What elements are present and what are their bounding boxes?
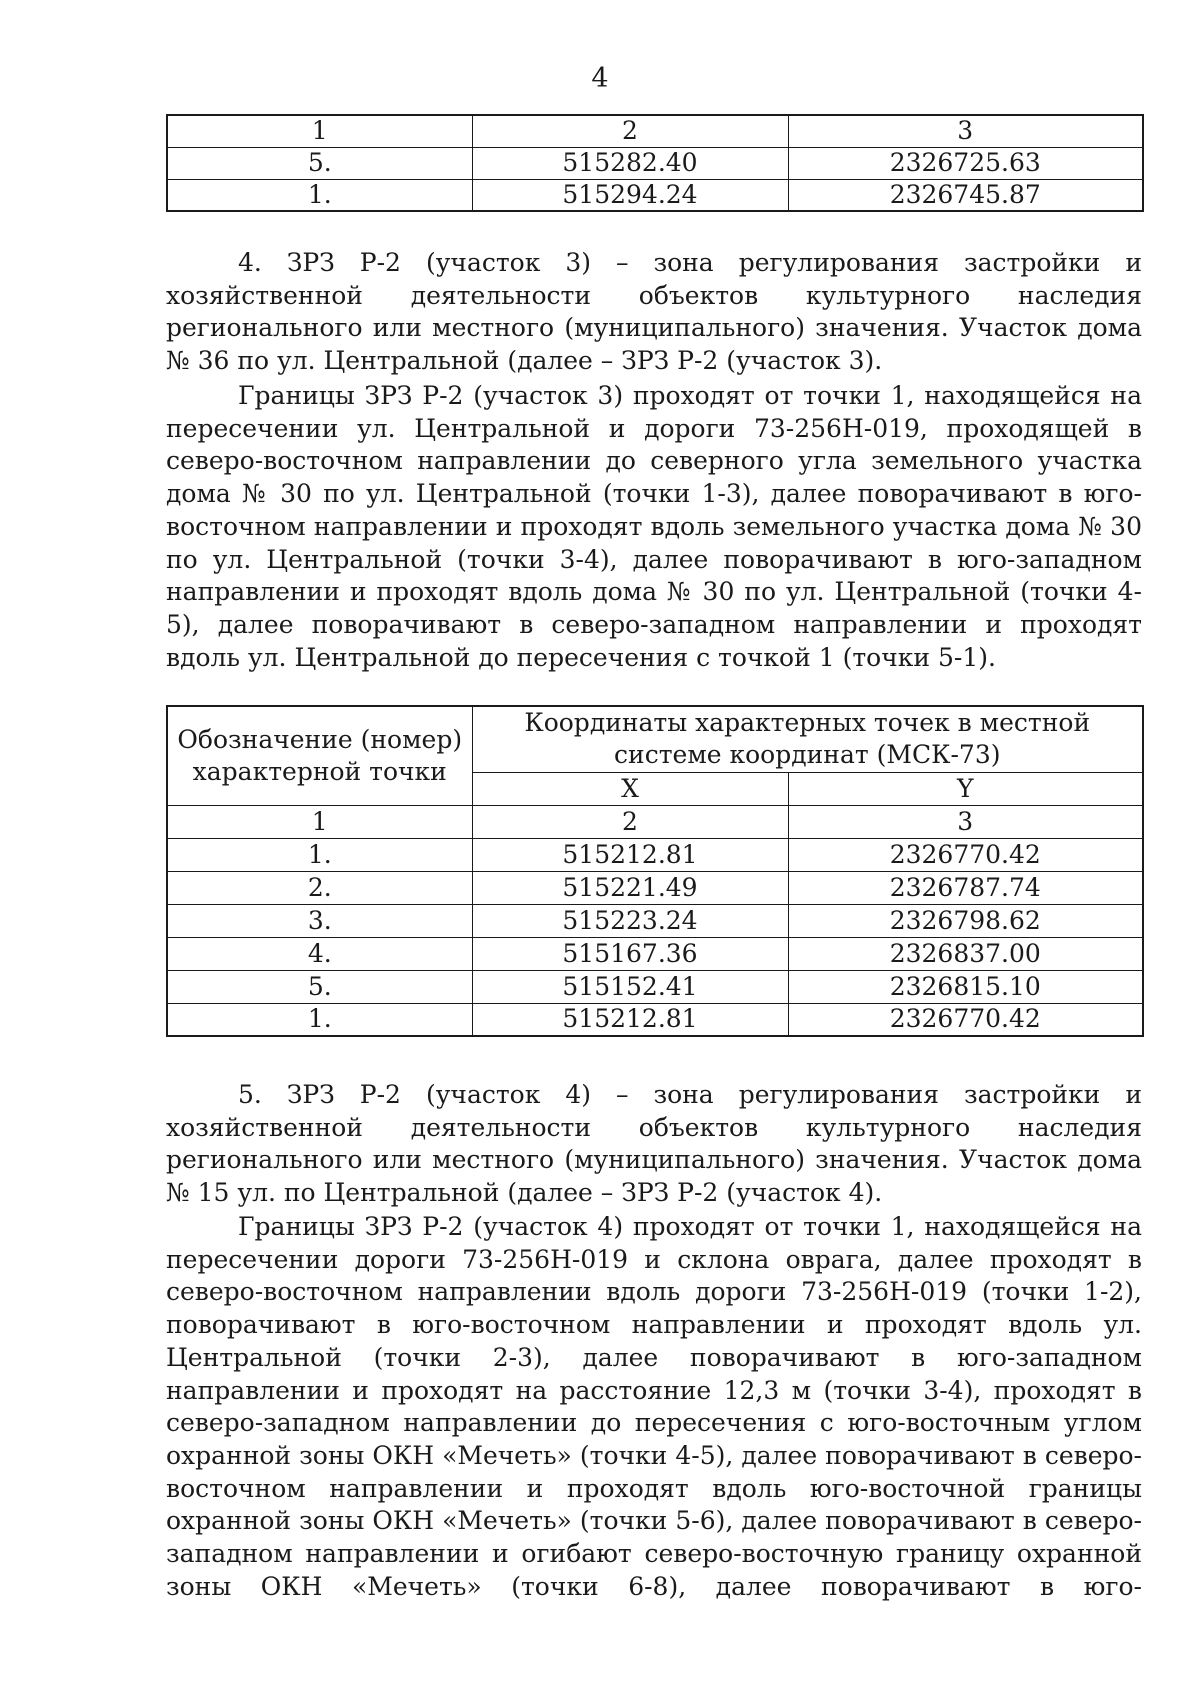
table-row bbox=[167, 1003, 1143, 1036]
table-row bbox=[167, 970, 1143, 1003]
point-number-cell: 3. bbox=[167, 904, 472, 937]
x-coordinate-cell: 515212.81 bbox=[472, 1003, 788, 1036]
section-4-title-paragraph: 4. ЗРЗ Р-2 (участок 3) – зона регулирования застройки и хозяйственной деятельности объектов культурного наследия регионального или местного (муниципального) значения. Участок дома № 36 по ул. Центральной (далее – ЗРЗ Р-2 (участок 3). bbox=[166, 248, 1142, 376]
y-coordinate-cell: 2326725.63 bbox=[788, 147, 1143, 179]
coordinates-table-section-4 bbox=[166, 705, 1144, 1037]
table-header-row bbox=[167, 706, 1143, 772]
x-coordinate-cell: 515167.36 bbox=[472, 937, 788, 970]
y-coordinate-cell: 2326798.62 bbox=[788, 904, 1143, 937]
y-coordinate-cell: 2326745.87 bbox=[788, 179, 1143, 211]
point-number-cell: 5. bbox=[167, 970, 472, 1003]
coordinates-header: Координаты характерных точек в местной системе координат (МСК-73) bbox=[472, 706, 1143, 772]
x-coordinate-cell: 515223.24 bbox=[472, 904, 788, 937]
y-coordinate-cell: 2326770.42 bbox=[788, 1003, 1143, 1036]
table-numbering-row bbox=[167, 805, 1143, 838]
section-5-title-paragraph: 5. ЗРЗ Р-2 (участок 4) – зона регулирования застройки и хозяйственной деятельности объектов культурного наследия регионального или местного (муниципального) значения. Участок дома № 15 ул. по Центральной (далее – ЗРЗ Р-2 (участок 4). bbox=[166, 1080, 1142, 1208]
table-cell: 3 bbox=[788, 115, 1143, 147]
table-row bbox=[167, 871, 1143, 904]
x-coordinate-cell: 515294.24 bbox=[472, 179, 788, 211]
y-coordinate-cell: 2326787.74 bbox=[788, 871, 1143, 904]
section-5-boundary-paragraph: Границы ЗРЗ Р-2 (участок 4) проходят от точки 1, находящейся на пересечении дороги 73-256Н-019 и склона оврага, далее проходят в северо-восточном направлении вдоль дороги 73-256Н-019 (точки 1-2), поворачивают в юго-восточном направлении и проходят вдоль ул. Центральной (точки 2-3), далее поворачивают в юго-западном направлении и проходят на расстояние 12,3 м (точки 3-4), проходят в северо-западном направлении до пересечения с юго-восточным углом охранной зоны ОКН «Мечеть» (точки 4-5), далее поворачивают в северо-восточном направлении и проходят вдоль юго-восточной границы охранной зоны ОКН «Мечеть» (точки 5-6), далее поворачивают в северо-западном направлении и огибают северо-восточную границу охранной зоны ОКН «Мечеть» (точки 6-8), далее поворачивают в юго- bbox=[166, 1212, 1142, 1601]
table-cell: 2 bbox=[472, 805, 788, 838]
table-row bbox=[167, 904, 1143, 937]
point-number-cell: 1. bbox=[167, 179, 472, 211]
point-number-cell: 5. bbox=[167, 147, 472, 179]
point-number-cell: 4. bbox=[167, 937, 472, 970]
table-cell: 3 bbox=[788, 805, 1143, 838]
x-header: X bbox=[472, 772, 788, 805]
point-designation-header: Обозначение (номер) характерной точки bbox=[167, 706, 472, 805]
point-number-cell: 1. bbox=[167, 1003, 472, 1036]
y-coordinate-cell: 2326815.10 bbox=[788, 970, 1143, 1003]
y-header: Y bbox=[788, 772, 1143, 805]
table-row bbox=[167, 147, 1143, 179]
section-4-boundary-paragraph: Границы ЗРЗ Р-2 (участок 3) проходят от точки 1, находящейся на пересечении ул. Центральной и дороги 73-256Н-019, проходящей в северо-восточном направлении до северного угла земельного участка дома № 30 по ул. Центральной (точки 1-3), далее поворачивают в юго-восточном направлении и проходят вдоль земельного участка дома № 30 по ул. Центральной (точки 3-4), далее поворачивают в юго-западном направлении и проходят вдоль дома № 30 по ул. Центральной (точки 4-5), далее поворачивают в северо-западном направлении и проходят вдоль ул. Центральной до пересечения с точкой 1 (точки 5-1). bbox=[166, 381, 1142, 672]
table-cell: 2 bbox=[472, 115, 788, 147]
table-row bbox=[167, 937, 1143, 970]
table-numbering-row bbox=[167, 115, 1143, 147]
y-coordinate-cell: 2326837.00 bbox=[788, 937, 1143, 970]
table-row bbox=[167, 838, 1143, 871]
y-coordinate-cell: 2326770.42 bbox=[788, 838, 1143, 871]
page-number: 4 bbox=[591, 63, 609, 94]
table-cell: 1 bbox=[167, 805, 472, 838]
coordinates-table-continuation bbox=[166, 114, 1144, 212]
x-coordinate-cell: 515221.49 bbox=[472, 871, 788, 904]
table-cell: 1 bbox=[167, 115, 472, 147]
table-row bbox=[167, 179, 1143, 211]
x-coordinate-cell: 515212.81 bbox=[472, 838, 788, 871]
x-coordinate-cell: 515152.41 bbox=[472, 970, 788, 1003]
x-coordinate-cell: 515282.40 bbox=[472, 147, 788, 179]
point-number-cell: 2. bbox=[167, 871, 472, 904]
point-number-cell: 1. bbox=[167, 838, 472, 871]
